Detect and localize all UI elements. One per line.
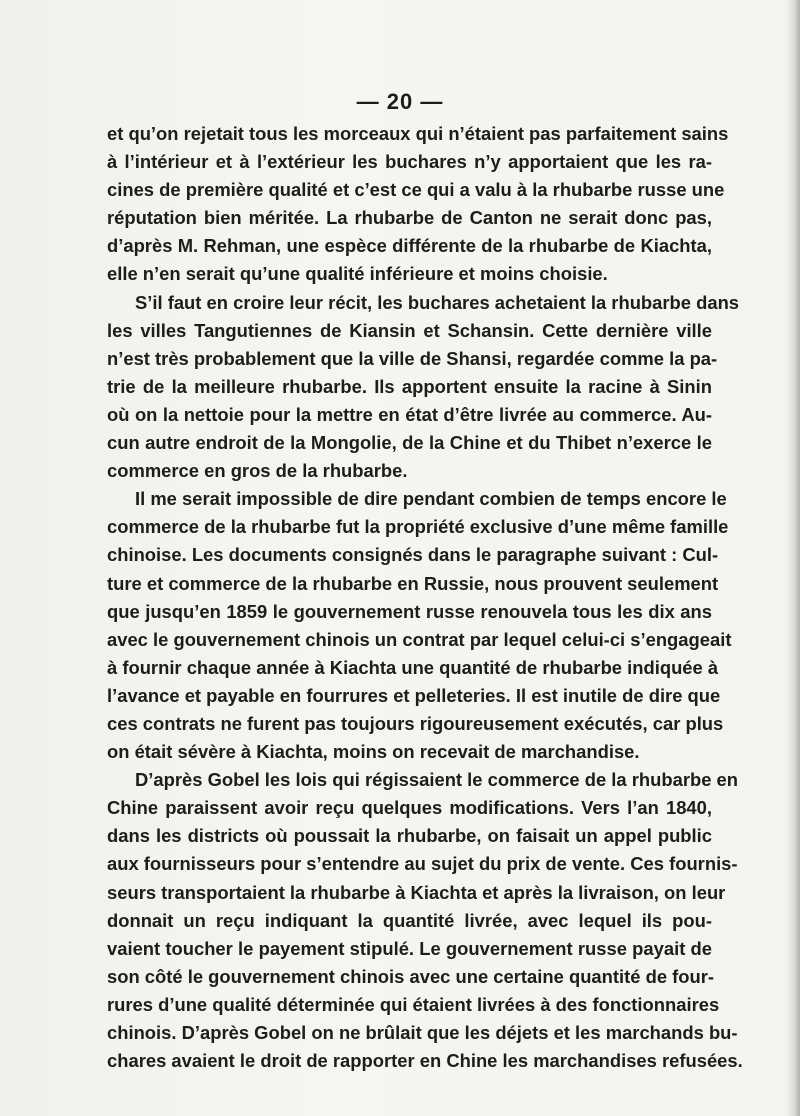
text-line: trie de la meilleure rhubarbe. Ils apportent ensuite la racine à Sinin: [107, 375, 712, 397]
text-line: aux fournisseurs pour s’entendre au sujet du prix de vente. Ces fournis-: [107, 853, 738, 875]
text-line: Chine paraissent avoir reçu quelques modifications. Vers l’an 1840,: [107, 797, 712, 819]
text-line: commerce en gros de la rhubarbe.: [107, 460, 408, 482]
body-text: [107, 120, 743, 1075]
text-line: dans les districts où poussait la rhubarbe, on faisait un appel public: [107, 825, 712, 847]
text-line: que jusqu’en 1859 le gouvernement russe renouvela tous les dix ans: [107, 600, 712, 622]
text-line: les villes Tangutiennes de Kiansin et Schansin. Cette dernière ville: [107, 319, 712, 341]
text-line: on était sévère à Kiachta, moins on recevait de marchandise.: [107, 741, 640, 763]
text-line: n’est très probablement que la ville de Shansi, regardée comme la pa-: [107, 347, 718, 369]
text-line: rures d’une qualité déterminée qui étaient livrées à des fonctionnaires: [107, 993, 720, 1015]
page-edge-shadow: [786, 0, 800, 1116]
text-line: cun autre endroit de la Mongolie, de la Chine et du Thibet n’exerce le: [107, 432, 712, 454]
text-line: S’il faut en croire leur récit, les buchares achetaient la rhubarbe dans: [135, 291, 740, 313]
text-line: et qu’on rejetait tous les morceaux qui n’étaient pas parfaitement sains: [107, 123, 729, 144]
text-line: chinoise. Les documents consignés dans le paragraphe suivant : Cul-: [107, 544, 719, 566]
text-line: à fournir chaque année à Kiachta une quantité de rhubarbe indiquée à: [107, 656, 719, 678]
text-line: d’après M. Rehman, une espèce différente de la rhubarbe de Kiachta,: [107, 235, 712, 257]
text-line: à l’intérieur et à l’extérieur les buchares n’y apportaient que les ra-: [107, 151, 712, 173]
text-line: son côté le gouvernement chinois avec une certaine quantité de four-: [107, 965, 715, 987]
text-line: ces contrats ne furent pas toujours rigoureusement exécutés, car plus: [107, 712, 724, 734]
text-line: Il me serait impossible de dire pendant combien de temps encore le: [135, 488, 727, 510]
text-line: chares avaient le droit de rapporter en Chine les marchandises refusées.: [107, 1050, 743, 1072]
text-line: seurs transportaient la rhubarbe à Kiachta et après la livraison, on leur: [107, 881, 726, 903]
text-line: l’avance et payable en fourrures et pelleteries. Il est inutile de dire que: [107, 684, 721, 706]
text-line: où on la nettoie pour la mettre en état d’être livrée au commerce. Au-: [107, 403, 712, 425]
text-line: ture et commerce de la rhubarbe en Russie, nous prouvent seulement: [107, 572, 719, 594]
text-line: donnait un reçu indiquant la quantité livrée, avec lequel ils pou-: [107, 909, 712, 931]
page-number: — 20 —: [356, 89, 444, 114]
text-line: avec le gouvernement chinois un contrat par lequel celui-ci s’engageait: [107, 628, 732, 650]
text-line: commerce de la rhubarbe fut la propriété exclusive d’une même famille: [107, 516, 729, 538]
text-line: elle n’en serait qu’une qualité inférieure et moins choisie.: [107, 263, 608, 285]
text-line: D’après Gobel les lois qui régissaient le commerce de la rhubarbe en: [135, 769, 739, 791]
text-line: chinois. D’après Gobel on ne brûlait que les déjets et les marchands bu-: [107, 1022, 738, 1043]
text-line: réputation bien méritée. La rhubarbe de Canton ne serait donc pas,: [107, 207, 712, 229]
text-line: cines de première qualité et c’est ce qui a valu à la rhubarbe russe une: [107, 179, 725, 201]
text-line: vaient toucher le payement stipulé. Le gouvernement russe payait de: [107, 937, 712, 959]
